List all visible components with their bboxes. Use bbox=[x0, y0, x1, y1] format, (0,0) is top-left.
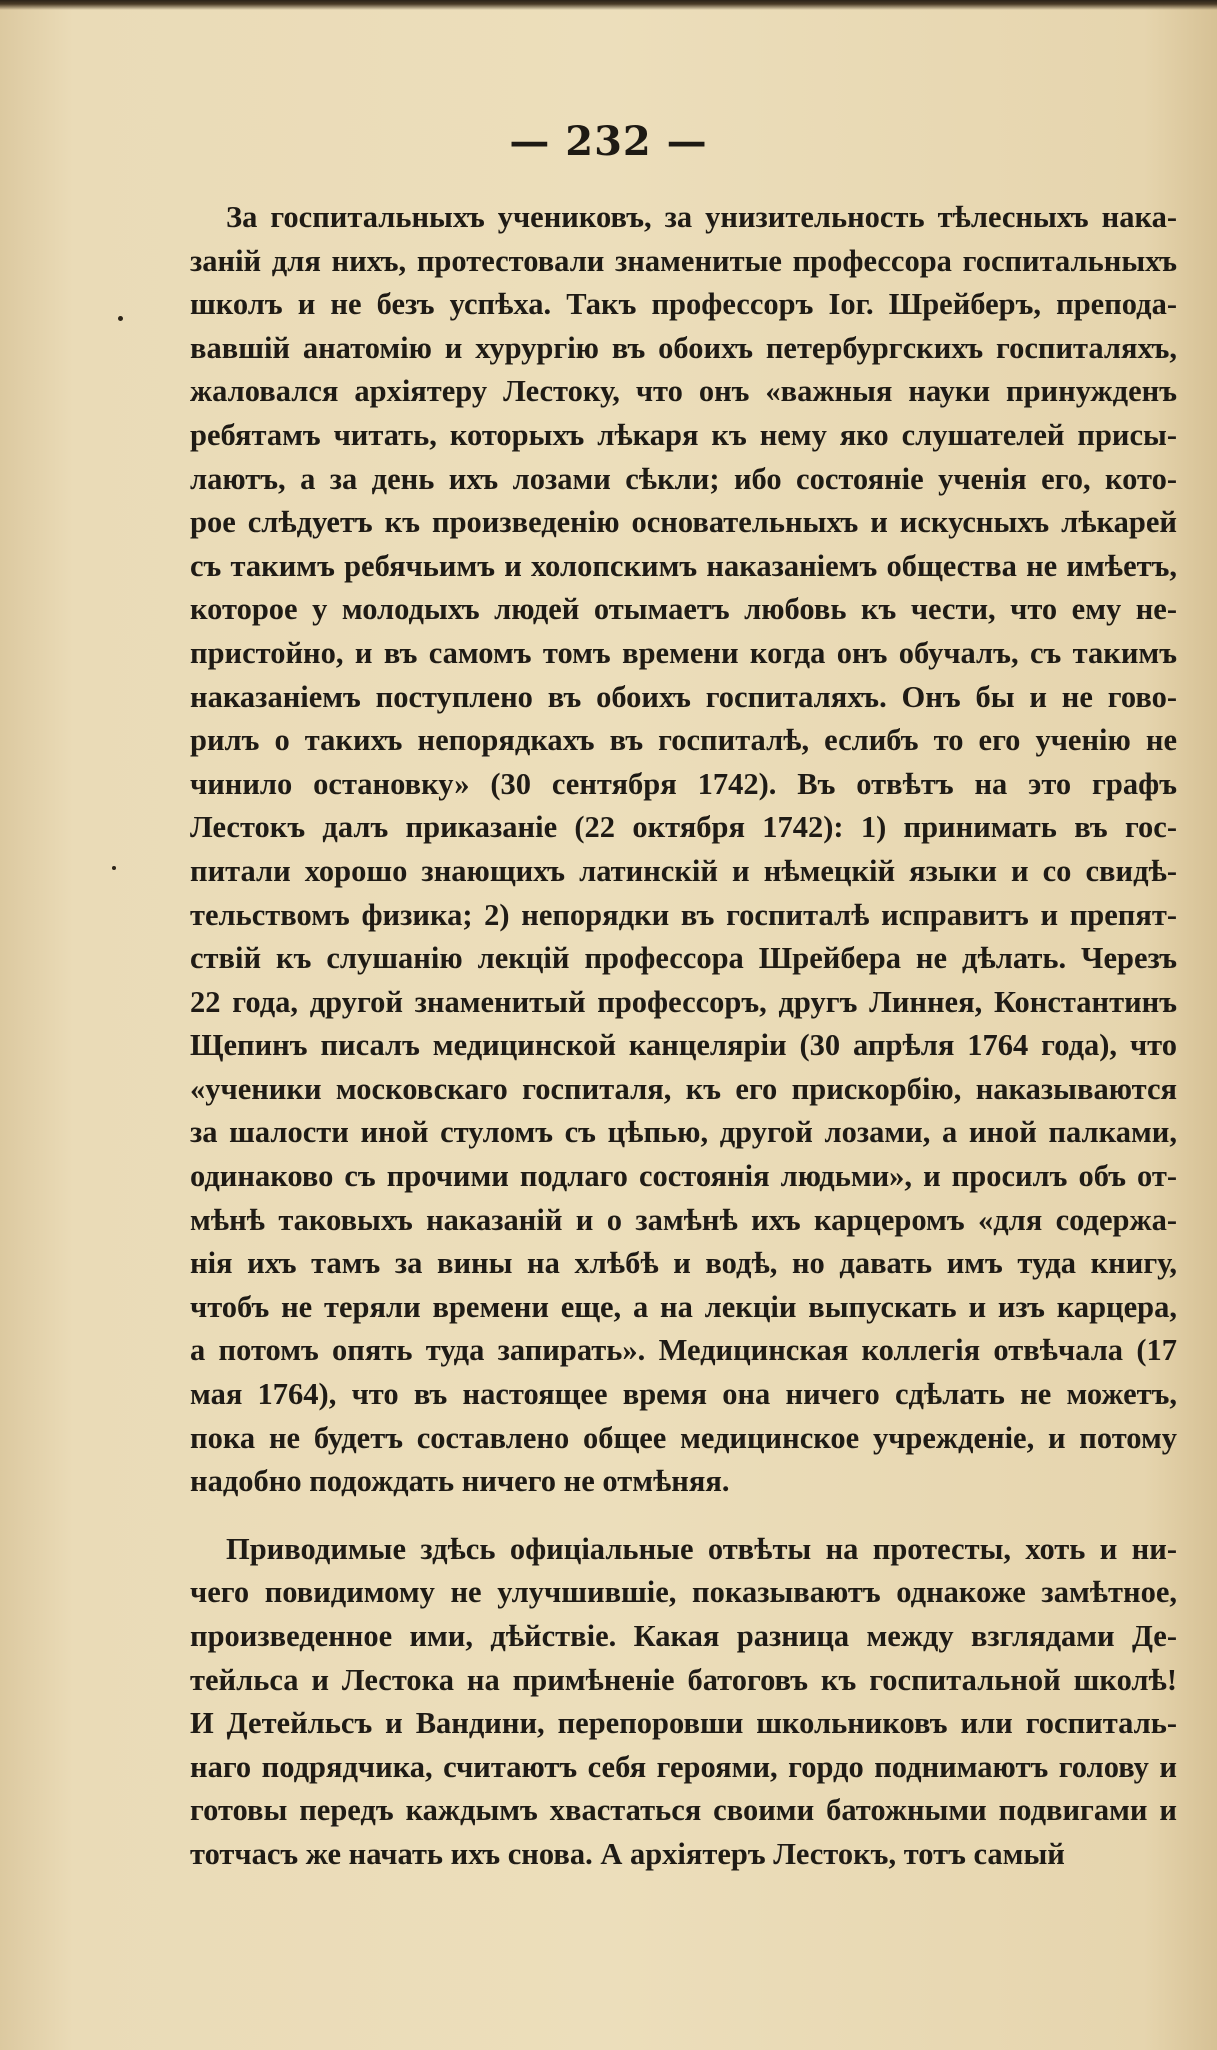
text-line: наго подрядчика, считаютъ себя героями, гордо поднимаютъ голову и bbox=[190, 1749, 1177, 1784]
body-text bbox=[190, 196, 1177, 1877]
text-line: заній для нихъ, протестовали знаменитые профессора госпитальныхъ bbox=[190, 243, 1177, 278]
text-line: Приводимые здѣсь офиціальные отвѣты на протесты, хоть и ни- bbox=[226, 1531, 1177, 1566]
page-number: — 232 — bbox=[509, 118, 708, 165]
text-line: И Детейльсъ и Вандини, перепоровши школьниковъ или госпиталь- bbox=[190, 1706, 1177, 1741]
paragraph-1 bbox=[190, 196, 1177, 1504]
text-line: нія ихъ тамъ за вины на хлѣбѣ и водѣ, но давать имъ туда книгу, bbox=[190, 1246, 1177, 1281]
text-line: а потомъ опять туда запирать». Медицинская коллегія отвѣчала (17 bbox=[190, 1333, 1177, 1368]
text-line: «ученики московскаго госпиталя, къ его прискорбію, наказываются bbox=[190, 1071, 1177, 1106]
text-line: чинило остановку» (30 сентября 1742). Въ отвѣтъ на это графъ bbox=[190, 766, 1177, 801]
ink-speck bbox=[112, 866, 116, 870]
text-line: ствій къ слушанію лекцій профессора Шрейбера не дѣлать. Черезъ bbox=[190, 941, 1177, 976]
text-line: ребятамъ читать, которыхъ лѣкаря къ нему яко слушателей присы- bbox=[190, 417, 1177, 452]
text-line: За госпитальныхъ учениковъ, за унизительность тѣлесныхъ нака- bbox=[226, 200, 1177, 234]
text-line: рилъ о такихъ непорядкахъ въ госпиталѣ, еслибъ то его ученію не bbox=[190, 723, 1177, 758]
text-line: чтобъ не теряли времени еще, а на лекціи выпускать и изъ карцера, bbox=[190, 1289, 1177, 1324]
text-line: Щепинъ писалъ медицинской канцеляріи (30 апрѣля 1764 года), что bbox=[190, 1028, 1177, 1063]
text-line: мая 1764), что въ настоящее время она ничего сдѣлать не можетъ, bbox=[190, 1377, 1177, 1412]
text-line: которое у молодыхъ людей отымаетъ любовь къ чести, что ему не- bbox=[190, 592, 1177, 627]
text-line: мѣнѣ таковыхъ наказаній и о замѣнѣ ихъ карцеромъ «для содержа- bbox=[190, 1202, 1177, 1237]
text-line: рое слѣдуетъ къ произведенію основательныхъ и искусныхъ лѣкарей bbox=[190, 505, 1177, 540]
text-line: пока не будетъ составлено общее медицинское учрежденіе, и потому bbox=[190, 1420, 1177, 1455]
text-line: лаютъ, а за день ихъ лозами сѣкли; ибо состояніе ученія его, кото- bbox=[190, 461, 1177, 496]
text-line: за шалости иной стуломъ съ цѣпью, другой лозами, а иной палками, bbox=[190, 1115, 1177, 1150]
text-line: тейльса и Лестока на примѣненіе батоговъ къ госпитальной школѣ! bbox=[190, 1662, 1177, 1697]
text-line: съ такимъ ребячьимъ и холопскимъ наказаніемъ общества не имѣетъ, bbox=[190, 548, 1177, 583]
text-line: вавшій анатомію и хурургію въ обоихъ петербургскихъ госпиталяхъ, bbox=[190, 330, 1177, 365]
text-line: готовы передъ каждымъ хвастаться своими батожными подвигами и bbox=[190, 1793, 1177, 1828]
text-line: надобно подождать ничего не отмѣняя. bbox=[190, 1464, 730, 1499]
text-line: тотчасъ же начать ихъ снова. А архіятеръ Лестокъ, тотъ самый bbox=[190, 1836, 1065, 1871]
text-line: пристойно, и въ самомъ томъ времени когда онъ обучалъ, съ такимъ bbox=[190, 635, 1177, 670]
text-line: школъ и не безъ успѣха. Такъ профессоръ Іог. Шрейберъ, препода- bbox=[190, 287, 1177, 322]
text-line: произведенное ими, дѣйствіе. Какая разница между взглядами Де- bbox=[190, 1619, 1177, 1653]
text-line: жаловался архіятеру Лестоку, что онъ «важныя науки принужденъ bbox=[190, 374, 1177, 409]
text-line: одинаково съ прочими подлаго состоянія людьми», и просилъ объ от- bbox=[190, 1159, 1177, 1194]
ink-speck bbox=[118, 316, 123, 321]
text-line: наказаніемъ поступлено въ обоихъ госпиталяхъ. Онъ бы и не гово- bbox=[190, 679, 1177, 714]
text-line: Лестокъ далъ приказаніе (22 октября 1742): 1) принимать въ гос- bbox=[190, 810, 1177, 845]
text-line: чего повидимому не улучшившіе, показываютъ однакоже замѣтное, bbox=[190, 1575, 1177, 1610]
text-line: питали хорошо знающихъ латинскій и нѣмецкій языки и со свидѣ- bbox=[190, 853, 1177, 888]
page-top-edge-shadow bbox=[0, 0, 1217, 10]
text-line: тельствомъ физика; 2) непорядки въ госпиталѣ исправитъ и препят- bbox=[190, 897, 1177, 932]
text-line: 22 года, другой знаменитый профессоръ, другъ Линнея, Константинъ bbox=[190, 984, 1177, 1019]
paragraph-gap bbox=[190, 1504, 1177, 1528]
paragraph-2 bbox=[190, 1528, 1177, 1877]
